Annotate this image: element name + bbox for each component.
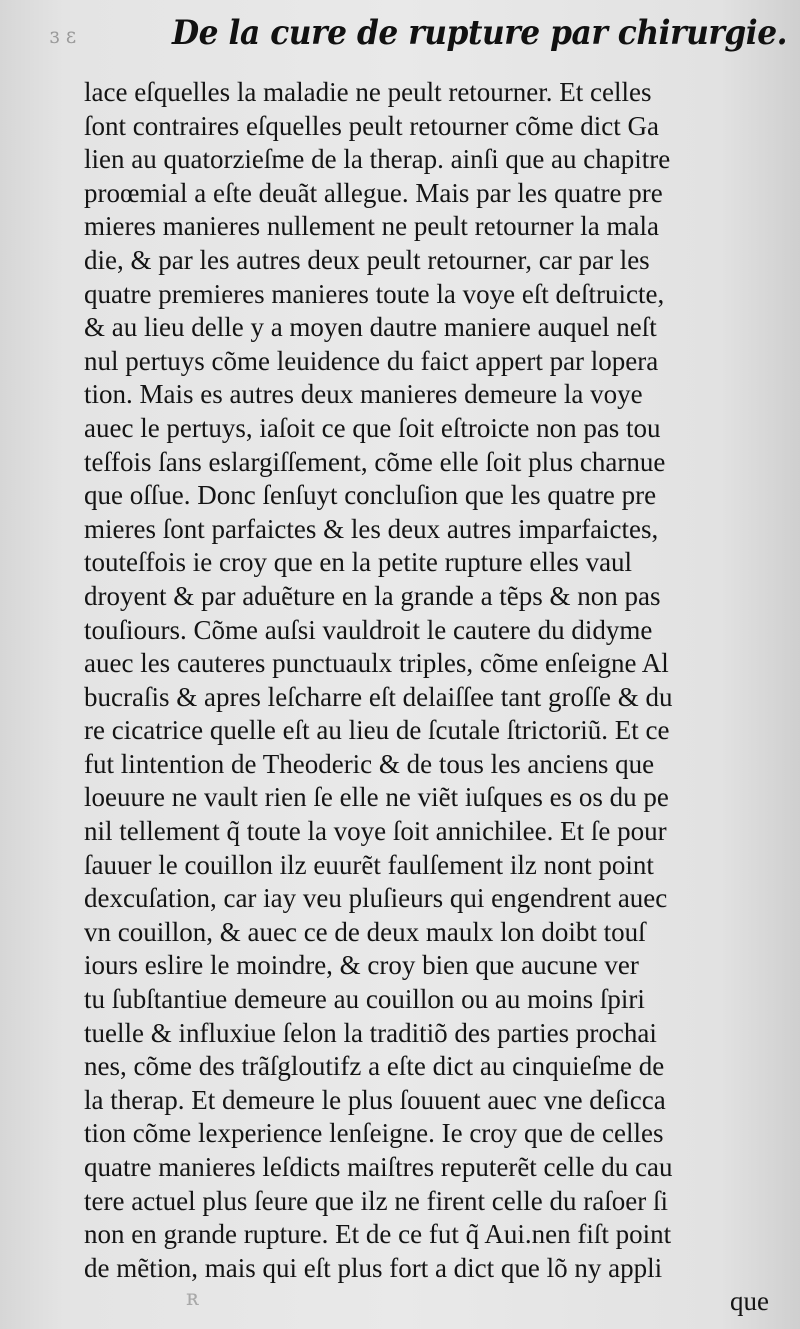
text-line: fut lintention de Theoderic & de tous les anciens que [84, 748, 655, 779]
text-line: auec les cauteres punctuaulx triples, cõme enſeigne Al [84, 648, 669, 679]
text-line: nil tellement q̃ toute la voye ſoit annichilee. Et ſe pour [84, 816, 667, 847]
text-line: tuelle & influxiue ſelon la traditiõ des parties prochai [84, 1017, 657, 1048]
text-line: de mẽtion, mais qui eſt plus fort a dict que lõ ny appli [84, 1252, 663, 1283]
bleed-through-mark: ʀ [186, 1286, 199, 1311]
text-line: die, & par les autres deux peult retourner, car par les [84, 244, 650, 275]
text-line: que oſſue. Donc ſenſuyt concluſion que les quatre pre [84, 480, 657, 511]
text-line: nes, cõme des trãſgloutifz a eſte dict au cinquieſme de [84, 1051, 665, 1082]
text-line: ſont contraires eſquelles peult retourner cõme dict Ga [84, 110, 660, 141]
text-line: non en grande rupture. Et de ce fut q̃ Aui.nen fiſt point [84, 1219, 672, 1250]
text-line: touteſfois ie croy que en la petite rupture elles vaul [84, 547, 633, 578]
text-line: loeuure ne vault rien ſe elle ne viẽt iuſques es os du pe [84, 782, 669, 813]
text-line: mieres ſont parfaictes & les deux autres imparfaictes, [84, 513, 659, 544]
text-line: mieres manieres nullement ne peult retourner la mala [84, 211, 660, 242]
text-line: touſiours. Cõme auſsi vauldroit le cautere du didyme [84, 614, 653, 645]
text-line: la therap. Et demeure le plus ſouuent auec vne deſicca [84, 1084, 666, 1115]
text-line: quatre premieres manieres toute la voye eſt deſtruicte, [84, 278, 665, 309]
text-line: re cicatrice quelle eſt au lieu de ſcutale ſtrictoriũ. Et ce [84, 715, 670, 746]
body-text [84, 76, 774, 1285]
text-line: ſauuer le couillon ilz euurẽt faulſement ilz nont point [84, 849, 654, 880]
text-line: vn couillon, & auec ce de deux maulx lon doibt touſ [84, 916, 646, 947]
text-line: dexcuſation, car iay veu pluſieurs qui engendrent auec [84, 883, 668, 914]
text-line: tion cõme lexperience lenſeigne. Ie croy que de celles [84, 1118, 664, 1149]
text-line: iours eslire le moindre, & croy bien que aucune ver [84, 950, 639, 981]
text-line: & au lieu delle y a moyen dautre maniere auquel neſt [84, 312, 657, 343]
text-line: quatre manieres leſdicts maiſtres reputerẽt celle du cau [84, 1152, 673, 1182]
text-line: bucraſis & apres leſcharre eſt delaiſſee tant groſſe & du [84, 681, 673, 712]
text-line: lace eſquelles la maladie ne peult retourner. Et celles [84, 77, 652, 107]
text-line: auec le pertuys, iaſoit ce que ſoit eſtroicte non pas tou [84, 412, 661, 443]
bleed-through-mark: ɜ ɛ [49, 24, 77, 49]
text-line: teſfois ſans eslargiſſement, cõme elle ſoit plus charnue [84, 446, 666, 477]
text-line: droyent & par aduẽture en la grande a tẽps & non pas [84, 580, 661, 611]
text-line: tere actuel plus ſeure que ilz ne firent celle du raſoer ſi [84, 1185, 668, 1216]
text-line: proœmial a eſte deuãt allegue. Mais par les quatre pre [84, 177, 663, 208]
catchword: que [730, 1286, 769, 1316]
text-line: tion. Mais es autres deux manieres demeure la voye [84, 379, 643, 410]
running-head: De la cure de rupture par chirurgie. [172, 13, 788, 53]
text-line: lien au quatorzieſme de la therap. ainſi que au chapitre [84, 144, 671, 175]
text-line: nul pertuys cõme leuidence du faict appert par lopera [84, 345, 659, 376]
text-line: tu ſubſtantiue demeure au couillon ou au moins ſpiri [84, 984, 645, 1015]
